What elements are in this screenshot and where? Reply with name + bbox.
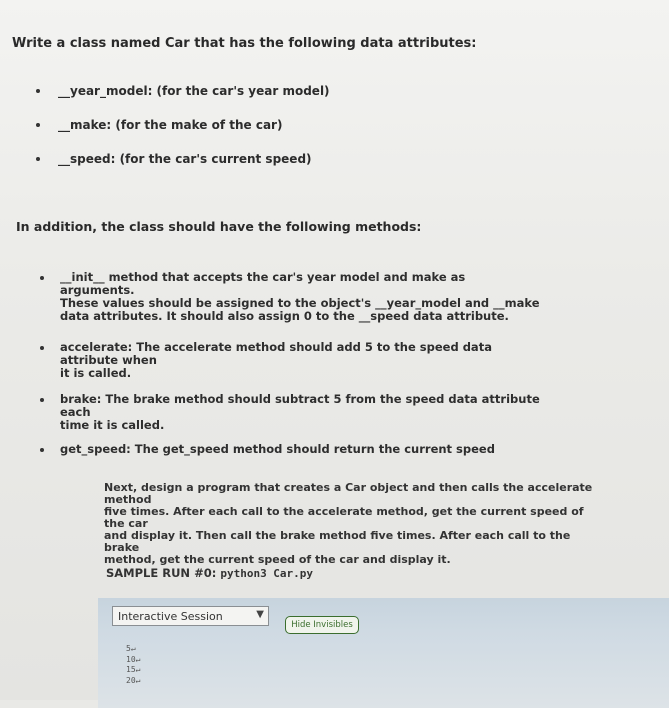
program-description xyxy=(104,482,604,566)
method-line: data attributes. It should also assign 0 to the __speed data attribute. xyxy=(60,309,509,323)
output-line: 10↵ xyxy=(126,654,141,664)
list-item xyxy=(40,271,540,341)
method-line: time it is called. xyxy=(60,418,165,432)
attribute-text: __year_model: (for the car's year model) xyxy=(58,84,330,98)
hide-invisibles-button[interactable]: Hide Invisibles xyxy=(285,616,359,634)
bullet-icon xyxy=(40,276,44,280)
method-line: get_speed: The get_speed method should return the current speed xyxy=(60,442,495,456)
bullet-icon xyxy=(36,123,40,127)
bullet-icon xyxy=(40,398,44,402)
bullet-icon xyxy=(40,346,44,350)
program-line: method, get the current speed of the car and display it. xyxy=(104,553,451,566)
bullet-icon xyxy=(36,89,40,93)
attribute-list xyxy=(36,84,330,186)
session-output xyxy=(126,644,140,686)
chevron-down-icon: ▼ xyxy=(256,609,264,620)
list-item xyxy=(36,84,330,118)
bullet-icon xyxy=(40,448,44,452)
list-item xyxy=(36,152,330,186)
session-select-value: Interactive Session xyxy=(118,610,223,623)
method-line: accelerate: The accelerate method should add 5 to the speed data attribute when xyxy=(60,340,492,367)
attribute-text: __make: (for the make of the car) xyxy=(58,118,283,132)
list-item xyxy=(40,443,540,463)
sample-run-label xyxy=(106,566,313,580)
page-title: Write a class named Car that has the following data attributes: xyxy=(12,36,477,51)
session-panel xyxy=(98,598,669,708)
output-line: 15↵ xyxy=(126,665,141,674)
method-line: These values should be assigned to the object's __year_model and __make xyxy=(60,296,540,310)
method-line: it is called. xyxy=(60,366,132,380)
program-line: Next, design a program that creates a Car object and then calls the accelerate method xyxy=(104,481,593,506)
method-line: __init__ method that accepts the car's year model and make as arguments. xyxy=(60,270,466,297)
list-item xyxy=(40,393,540,443)
output-line: 5↵ xyxy=(126,644,136,653)
method-line: brake: The brake method should subtract 5 from the speed data attribute each xyxy=(60,392,540,419)
program-line: and display it. Then call the brake method five times. After each call to the brake xyxy=(104,529,571,554)
bullet-icon xyxy=(36,157,40,161)
program-line: five times. After each call to the accelerate method, get the current speed of the car xyxy=(104,505,584,530)
list-item xyxy=(36,118,330,152)
session-select[interactable] xyxy=(112,606,269,626)
output-line: 20↵ xyxy=(126,675,141,685)
method-list xyxy=(40,271,540,463)
sample-run-title: SAMPLE RUN #0: xyxy=(106,566,217,580)
methods-intro: In addition, the class should have the following methods: xyxy=(16,219,422,234)
list-item xyxy=(40,341,540,393)
sample-run-command: python3 Car.py xyxy=(220,567,314,580)
attribute-text: __speed: (for the car's current speed) xyxy=(58,152,312,166)
